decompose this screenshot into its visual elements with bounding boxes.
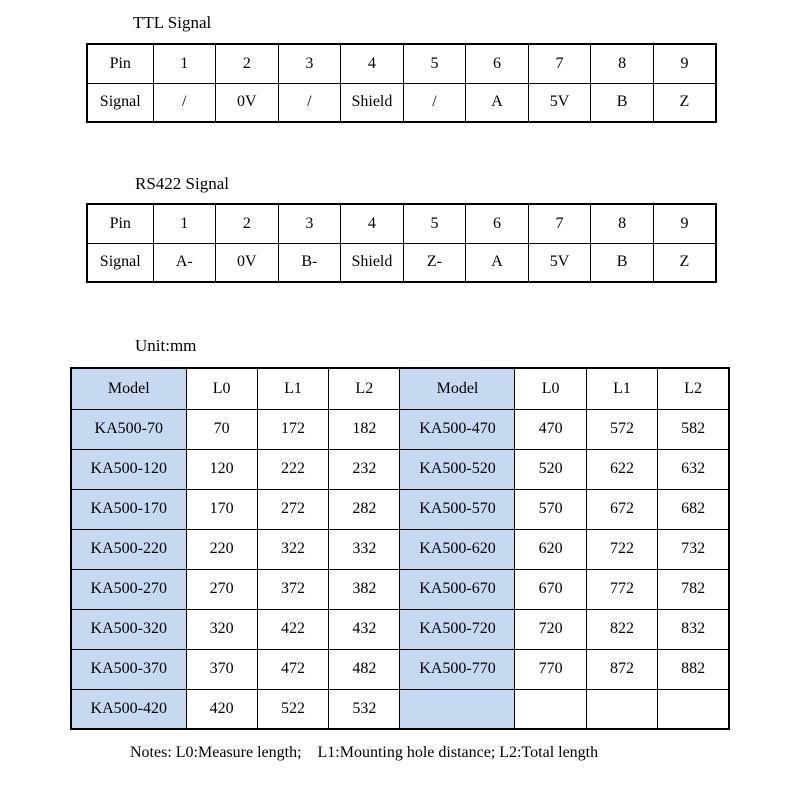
table-cell: 7 (528, 44, 591, 83)
table-cell: Pin (87, 204, 153, 243)
table-cell: 320 (186, 609, 257, 649)
table-cell: 272 (257, 489, 328, 529)
table-cell: KA500-370 (71, 649, 186, 689)
table-cell: Signal (87, 83, 153, 122)
table-cell: 470 (515, 409, 586, 449)
table-cell: / (153, 83, 216, 122)
table-cell: KA500-420 (71, 689, 186, 729)
table-cell: 4 (341, 44, 404, 83)
table-cell: KA500-770 (400, 649, 515, 689)
table-row (87, 83, 716, 122)
table-cell: 2 (216, 44, 279, 83)
ttl-signal-table (86, 43, 717, 123)
table-cell: 0V (216, 83, 279, 122)
table-row (71, 609, 729, 649)
table-cell: 8 (591, 204, 654, 243)
table-cell: 682 (658, 489, 729, 529)
table-cell: 622 (586, 449, 657, 489)
table-cell: 5V (528, 243, 591, 282)
table-cell: Z (653, 243, 716, 282)
table-cell: 532 (329, 689, 400, 729)
table-cell: 670 (515, 569, 586, 609)
table-cell: 420 (186, 689, 257, 729)
table-cell: 782 (658, 569, 729, 609)
table-cell: 170 (186, 489, 257, 529)
table-row (71, 689, 729, 729)
table-cell: A (466, 243, 529, 282)
table-cell: KA500-320 (71, 609, 186, 649)
table-cell: B- (278, 243, 341, 282)
table-row (87, 204, 716, 243)
dimensions-notes: Notes: L0:Measure length; L1:Mounting hole distance; L2:Total length (130, 744, 599, 761)
table-cell: KA500-170 (71, 489, 186, 529)
table-cell: 1 (153, 44, 216, 83)
table-cell: 672 (586, 489, 657, 529)
table-cell: Model (71, 368, 186, 409)
table-cell: 332 (329, 529, 400, 569)
table-cell: Z (653, 83, 716, 122)
table-row (87, 44, 716, 83)
table-cell (658, 689, 729, 729)
table-cell: 0V (216, 243, 279, 282)
table-cell: 822 (586, 609, 657, 649)
table-cell: 232 (329, 449, 400, 489)
table-cell: KA500-620 (400, 529, 515, 569)
table-cell: L1 (257, 368, 328, 409)
table-cell: 70 (186, 409, 257, 449)
table-row (71, 569, 729, 609)
table-cell: 172 (257, 409, 328, 449)
table-row (71, 489, 729, 529)
table-cell: 370 (186, 649, 257, 689)
table-cell: 270 (186, 569, 257, 609)
rs422-signal-table (86, 203, 717, 283)
table-cell: 432 (329, 609, 400, 649)
table-cell: 522 (257, 689, 328, 729)
table-cell: 570 (515, 489, 586, 529)
table-cell: 3 (278, 44, 341, 83)
rs422-table-title: RS422 Signal (135, 174, 229, 193)
table-cell (515, 689, 586, 729)
table-cell: 7 (528, 204, 591, 243)
table-cell: 282 (329, 489, 400, 529)
table-cell: A- (153, 243, 216, 282)
table-row (71, 368, 729, 409)
table-cell: KA500-270 (71, 569, 186, 609)
table-cell: 770 (515, 649, 586, 689)
table-cell: A (466, 83, 529, 122)
table-cell: L0 (186, 368, 257, 409)
table-cell: 4 (341, 204, 404, 243)
table-cell (586, 689, 657, 729)
table-cell: 482 (329, 649, 400, 689)
table-cell: 882 (658, 649, 729, 689)
table-row (87, 243, 716, 282)
table-cell: 322 (257, 529, 328, 569)
table-cell: Shield (341, 83, 404, 122)
table-cell: 5V (528, 83, 591, 122)
table-row (71, 529, 729, 569)
table-cell: KA500-220 (71, 529, 186, 569)
table-cell: 520 (515, 449, 586, 489)
model-dimensions-table (70, 367, 730, 730)
table-row (71, 649, 729, 689)
table-cell: 6 (466, 204, 529, 243)
table-cell: 582 (658, 409, 729, 449)
dimensions-table-title: Unit:mm (135, 336, 197, 355)
table-cell: Signal (87, 243, 153, 282)
table-cell: 382 (329, 569, 400, 609)
table-cell: 6 (466, 44, 529, 83)
table-cell: 422 (257, 609, 328, 649)
table-cell: KA500-120 (71, 449, 186, 489)
table-row (71, 449, 729, 489)
ttl-table-title: TTL Signal (133, 13, 212, 32)
table-cell: 182 (329, 409, 400, 449)
table-cell: 572 (586, 409, 657, 449)
table-cell: KA500-520 (400, 449, 515, 489)
table-cell: / (403, 83, 466, 122)
table-cell: L2 (658, 368, 729, 409)
table-cell (400, 689, 515, 729)
table-cell: 372 (257, 569, 328, 609)
table-cell: 5 (403, 44, 466, 83)
table-cell: 720 (515, 609, 586, 649)
table-cell: 3 (278, 204, 341, 243)
table-cell: 2 (216, 204, 279, 243)
table-cell: L1 (586, 368, 657, 409)
table-cell: KA500-670 (400, 569, 515, 609)
table-cell: 472 (257, 649, 328, 689)
table-row (71, 409, 729, 449)
table-cell: 220 (186, 529, 257, 569)
table-cell: KA500-720 (400, 609, 515, 649)
table-cell: KA500-70 (71, 409, 186, 449)
table-cell: 5 (403, 204, 466, 243)
table-cell: KA500-570 (400, 489, 515, 529)
table-cell: L2 (329, 368, 400, 409)
table-cell: Z- (403, 243, 466, 282)
table-cell: 222 (257, 449, 328, 489)
table-cell: 632 (658, 449, 729, 489)
table-cell: 722 (586, 529, 657, 569)
table-cell: Model (400, 368, 515, 409)
table-cell: 872 (586, 649, 657, 689)
table-cell: Pin (87, 44, 153, 83)
table-cell: 120 (186, 449, 257, 489)
table-cell: 9 (653, 204, 716, 243)
table-cell: 1 (153, 204, 216, 243)
table-cell: KA500-470 (400, 409, 515, 449)
table-cell: B (591, 243, 654, 282)
table-cell: 832 (658, 609, 729, 649)
table-cell: 9 (653, 44, 716, 83)
table-cell: 620 (515, 529, 586, 569)
table-cell: 8 (591, 44, 654, 83)
table-cell: 732 (658, 529, 729, 569)
table-cell: B (591, 83, 654, 122)
table-cell: Shield (341, 243, 404, 282)
table-cell: / (278, 83, 341, 122)
table-cell: L0 (515, 368, 586, 409)
table-cell: 772 (586, 569, 657, 609)
